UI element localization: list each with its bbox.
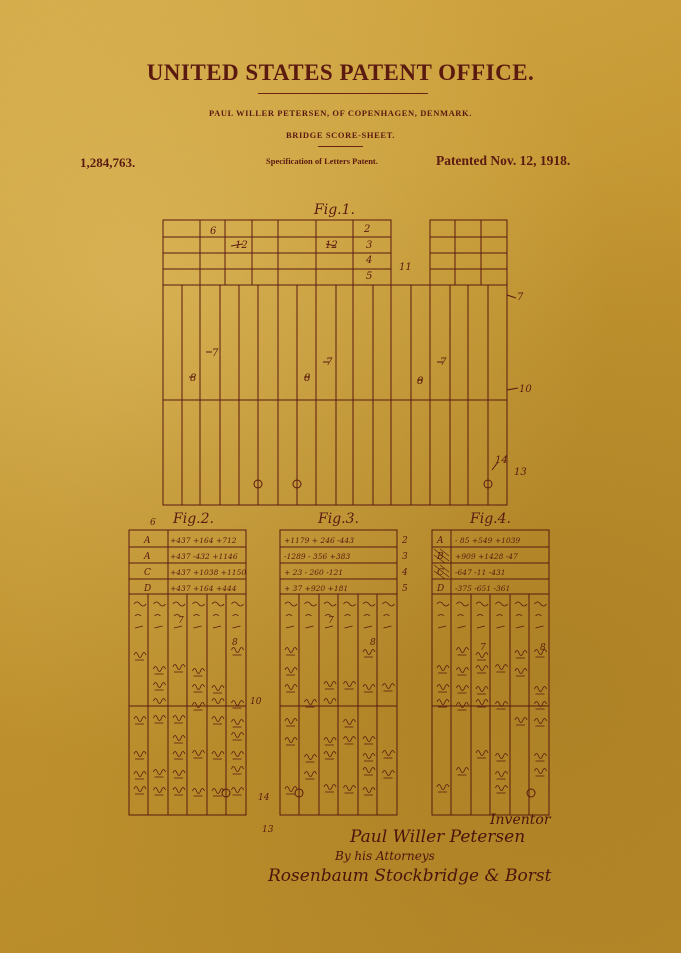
- fig4-row-label: B: [437, 552, 444, 562]
- handwritten-mark: [305, 602, 317, 628]
- handwritten-mark: [232, 701, 244, 709]
- fig4-ref-7: 7: [480, 643, 486, 653]
- handwritten-mark: [232, 752, 244, 760]
- handwritten-mark: [496, 702, 508, 710]
- handwritten-mark: [344, 602, 356, 628]
- handwritten-mark: [232, 733, 244, 741]
- handwritten-mark: [476, 602, 488, 628]
- fig3-row-values: -1289 - 356 +383: [284, 552, 351, 561]
- fig2-ref-6: 6: [150, 518, 156, 528]
- handwritten-mark: [193, 669, 205, 677]
- handwritten-mark: [344, 720, 356, 728]
- fig3-ref-8: 8: [370, 638, 376, 648]
- handwritten-mark: [232, 602, 244, 628]
- handwritten-mark: [193, 751, 205, 759]
- fig4-ref-8: 8: [540, 643, 546, 653]
- fig3-row-values: +1179 + 246 -443: [284, 536, 354, 545]
- fig4-row-label: A: [437, 536, 444, 546]
- handwritten-mark: [515, 718, 527, 726]
- handwritten-mark: [154, 716, 166, 724]
- handwritten-mark: [173, 788, 185, 796]
- handwritten-mark: [515, 651, 527, 659]
- handwritten-mark: [193, 685, 205, 693]
- handwritten-mark: [134, 752, 146, 760]
- handwritten-mark: [363, 754, 375, 762]
- fig3-row-ref: 4: [402, 568, 408, 578]
- handwritten-mark: [134, 787, 146, 795]
- handwritten-mark: [344, 682, 356, 690]
- handwritten-mark: [134, 717, 146, 725]
- handwritten-mark: [496, 754, 508, 762]
- ref-6: 6: [210, 226, 217, 237]
- fig3-row-ref: 5: [402, 584, 408, 594]
- handwritten-mark: [457, 648, 469, 656]
- handwritten-mark: [496, 786, 508, 794]
- handwritten-mark: [363, 650, 375, 658]
- handwritten-mark: [437, 602, 449, 628]
- ref-8b: 8: [304, 373, 311, 384]
- ref-12a: 12: [235, 240, 248, 251]
- fig2-ref-7: 7: [178, 616, 184, 626]
- handwritten-mark: [383, 602, 395, 628]
- ref-14: 14: [495, 455, 508, 466]
- handwritten-mark: [324, 699, 336, 707]
- fig3-ref-7: 7: [328, 616, 334, 626]
- handwritten-mark: [193, 789, 205, 797]
- ref-7a: 7: [212, 348, 219, 359]
- ref-7b: 7: [326, 357, 333, 368]
- handwritten-mark: [134, 653, 146, 661]
- ref-3: 3: [366, 240, 373, 251]
- ref-2: 2: [364, 224, 371, 235]
- fig4-row-values: -375 -651 -361: [455, 584, 511, 593]
- handwritten-mark: [535, 702, 547, 710]
- fig4-row-label: D: [437, 584, 445, 594]
- handwritten-mark: [363, 788, 375, 796]
- handwritten-mark: [285, 648, 297, 656]
- handwritten-mark: [344, 737, 356, 745]
- subject-line: BRIDGE SCORE-SHEET.: [285, 130, 396, 140]
- fig4-row-label: C: [437, 568, 444, 578]
- handwritten-mark: [363, 737, 375, 745]
- fig2-row-values: +437 +1038 +1150: [170, 568, 247, 577]
- handwritten-mark: [457, 768, 469, 776]
- handwritten-mark: [476, 687, 488, 695]
- fig2-row-values: +437 -432 +1146: [170, 552, 238, 561]
- handwritten-mark: [285, 738, 297, 746]
- inventor-signature: Paul Willer Petersen: [350, 827, 526, 847]
- handwritten-mark: [383, 771, 395, 779]
- handwritten-scores: [134, 602, 547, 796]
- ref-11: 11: [399, 262, 412, 273]
- fig2-row-values: +437 +164 +712: [170, 536, 237, 545]
- fig3-label: Fig.3.: [318, 511, 359, 527]
- ref-5: 5: [366, 271, 373, 282]
- handwritten-mark: [134, 772, 146, 780]
- attorneys-caption: By his Attorneys: [335, 849, 435, 863]
- fig2-row-label: D: [144, 584, 152, 594]
- handwritten-mark: [305, 755, 317, 763]
- handwritten-mark: [193, 602, 205, 628]
- handwritten-mark: [457, 686, 469, 694]
- handwritten-mark: [437, 666, 449, 674]
- handwritten-mark: [324, 752, 336, 760]
- handwritten-mark: [212, 686, 224, 694]
- handwritten-mark: [535, 754, 547, 762]
- handwritten-mark: [173, 716, 185, 724]
- handwritten-mark: [212, 699, 224, 707]
- handwritten-mark: [173, 771, 185, 779]
- ref-7c: 7: [440, 357, 447, 368]
- inventor-line: PAUL WILLER PETERSEN, OF COPENHAGEN, DENMARK.: [209, 108, 472, 118]
- fig4-row-values: -647 -11 -431: [455, 568, 506, 577]
- handwritten-mark: [232, 720, 244, 728]
- handwritten-mark: [173, 752, 185, 760]
- handwritten-mark: [476, 653, 488, 661]
- fig3-row-ref: 3: [402, 552, 408, 562]
- fig2-row-values: +437 +164 +444: [170, 584, 237, 593]
- handwritten-mark: [285, 719, 297, 727]
- handwritten-mark: [324, 785, 336, 793]
- handwritten-mark: [154, 788, 166, 796]
- handwritten-mark: [154, 602, 166, 628]
- inventor-role: Inventor: [490, 812, 551, 828]
- handwritten-mark: [496, 772, 508, 780]
- handwritten-mark: [154, 667, 166, 675]
- handwritten-mark: [476, 666, 488, 674]
- fig2-label: Fig.2.: [173, 511, 214, 527]
- fig1-sheet: [163, 220, 518, 505]
- handwritten-mark: [535, 769, 547, 777]
- handwritten-mark: [154, 683, 166, 691]
- fig1-label: Fig.1.: [314, 202, 355, 218]
- ref-13: 13: [514, 467, 527, 478]
- handwritten-mark: [173, 736, 185, 744]
- handwritten-mark: [383, 751, 395, 759]
- handwritten-mark: [437, 685, 449, 693]
- page-title: UNITED STATES PATENT OFFICE.: [146, 60, 535, 85]
- ref-8a: 8: [190, 373, 197, 384]
- handwritten-mark: [535, 602, 547, 628]
- fig4-label: Fig.4.: [470, 511, 511, 527]
- handwritten-mark: [363, 768, 375, 776]
- fig2-ref-10: 10: [250, 697, 262, 707]
- handwritten-mark: [212, 602, 224, 628]
- fig3-row-values: + 37 +920 +181: [284, 584, 349, 593]
- handwritten-mark: [383, 684, 395, 692]
- ref-12b: 12: [325, 240, 338, 251]
- ref-10: 10: [519, 384, 532, 395]
- handwritten-mark: [285, 685, 297, 693]
- handwritten-mark: [363, 685, 375, 693]
- fig2-row-label: A: [144, 552, 151, 562]
- handwritten-mark: [476, 751, 488, 759]
- fig3-ref-13: 13: [262, 825, 274, 835]
- patent-date: Patented Nov. 12, 1918.: [436, 153, 571, 168]
- handwritten-mark: [285, 668, 297, 676]
- ref-8c: 8: [417, 376, 424, 387]
- fig2-row-label: C: [144, 568, 151, 578]
- fig4-row-values: +909 +1428 -47: [455, 552, 518, 561]
- handwritten-mark: [232, 767, 244, 775]
- handwritten-mark: [457, 668, 469, 676]
- handwritten-mark: [134, 602, 146, 628]
- handwritten-mark: [515, 602, 527, 628]
- fig3-row-ref: 2: [402, 536, 408, 546]
- handwritten-mark: [535, 687, 547, 695]
- attorneys-signature: Rosenbaum Stockbridge & Borst: [268, 866, 552, 886]
- fig2-ref-14: 14: [258, 793, 270, 803]
- handwritten-mark: [344, 786, 356, 794]
- patent-number: 1,284,763.: [80, 155, 136, 170]
- fig3-row-values: + 23 - 260 -121: [284, 568, 344, 577]
- handwritten-mark: [324, 682, 336, 690]
- fig4-row-values: - 85 +549 +1039: [455, 536, 521, 545]
- fig2-row-label: A: [144, 536, 151, 546]
- ref-7-edge: 7: [517, 292, 524, 303]
- handwritten-mark: [285, 602, 297, 628]
- handwritten-mark: [324, 738, 336, 746]
- handwritten-mark: [154, 770, 166, 778]
- handwritten-mark: [515, 669, 527, 677]
- handwritten-mark: [305, 772, 317, 780]
- handwritten-mark: [212, 752, 224, 760]
- handwritten-mark: [232, 648, 244, 656]
- handwritten-mark: [232, 788, 244, 796]
- handwritten-mark: [496, 665, 508, 673]
- handwritten-mark: [363, 602, 375, 628]
- handwritten-mark: [212, 717, 224, 725]
- handwritten-mark: [496, 602, 508, 628]
- specification-label: Specification of Letters Patent.: [266, 156, 378, 166]
- handwritten-mark: [535, 719, 547, 727]
- handwritten-mark: [154, 699, 166, 707]
- handwritten-mark: [457, 602, 469, 628]
- fig2-ref-8: 8: [232, 638, 238, 648]
- fig2-totals: [143, 518, 270, 803]
- handwritten-mark: [173, 665, 185, 673]
- ref-4: 4: [366, 255, 373, 266]
- handwritten-mark: [437, 785, 449, 793]
